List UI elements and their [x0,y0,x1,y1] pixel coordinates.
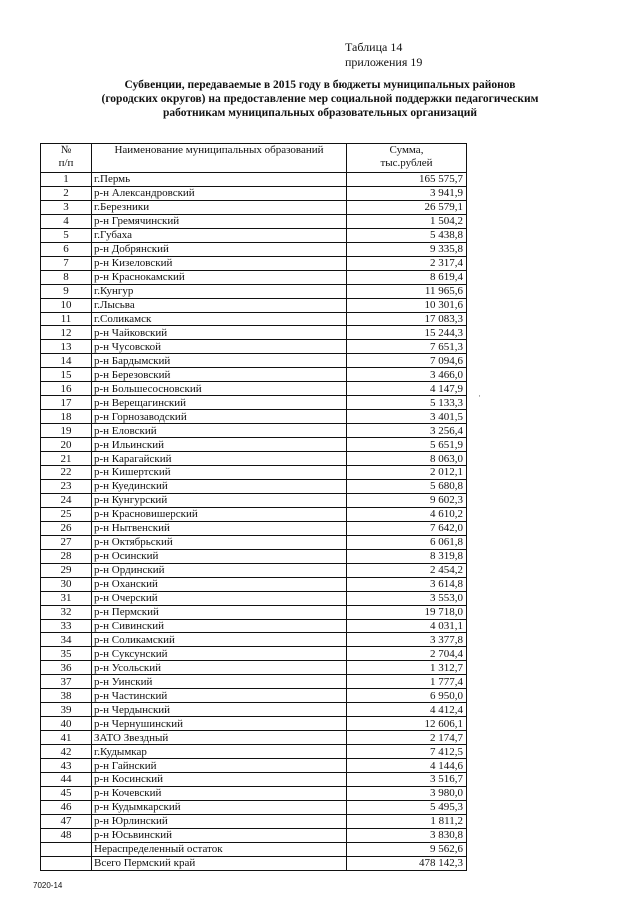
row-num: 37 [41,675,92,689]
table-row [41,759,467,773]
table-row [41,661,467,675]
row-sum: 1 811,2 [347,814,467,828]
row-sum: 26 579,1 [347,200,467,214]
row-num: 29 [41,563,92,577]
row-sum: 11 965,6 [347,284,467,298]
row-name: р-н Чердынский [92,703,347,717]
row-name: р-н Чайковский [92,326,347,340]
row-num: 12 [41,326,92,340]
row-num: 23 [41,479,92,493]
row-name: р-н Частинский [92,689,347,703]
row-name: р-н Пермский [92,605,347,619]
row-num: 32 [41,605,92,619]
row-sum: 1 312,7 [347,661,467,675]
row-name: р-н Косинский [92,772,347,786]
row-sum: 3 401,5 [347,410,467,424]
row-name: Нераспределенный остаток [92,842,347,856]
table-row [41,396,467,410]
table-row [41,410,467,424]
row-name: р-н Ординский [92,563,347,577]
row-sum: 2 174,7 [347,731,467,745]
row-name: р-н Краснокамский [92,270,347,284]
row-sum: 4 412,4 [347,703,467,717]
row-name: р-н Гремячинский [92,214,347,228]
row-sum: 4 144,6 [347,759,467,773]
row-sum: 9 335,8 [347,242,467,256]
row-num: 18 [41,410,92,424]
table-row [41,228,467,242]
row-name: р-н Добрянский [92,242,347,256]
row-name: р-н Октябрьский [92,535,347,549]
row-sum: 1 777,4 [347,675,467,689]
caption-line-2: приложения 19 [345,55,423,69]
row-num: 40 [41,717,92,731]
row-sum: 12 606,1 [347,717,467,731]
row-num: 33 [41,619,92,633]
row-sum: 3 980,0 [347,786,467,800]
row-sum: 2 012,1 [347,466,467,480]
table-row [41,577,467,591]
table-row [41,814,467,828]
row-name: р-н Горнозаводский [92,410,347,424]
row-sum: 6 950,0 [347,689,467,703]
header-num [41,144,92,173]
title-line-2: (городских округов) на предоставление мер социальной поддержки педагогическим [101,93,539,105]
table-row [41,466,467,480]
row-name: р-н Карагайский [92,452,347,466]
row-sum: 19 718,0 [347,605,467,619]
table-row [41,842,467,856]
row-name: р-н Сивинский [92,619,347,633]
table-row [41,731,467,745]
table-row [41,382,467,396]
row-sum: 7 642,0 [347,521,467,535]
row-name: р-н Бардымский [92,354,347,368]
row-sum: 3 516,7 [347,772,467,786]
row-name: р-н Кунгурский [92,493,347,507]
row-num: 24 [41,493,92,507]
row-num: 15 [41,368,92,382]
table-row [41,633,467,647]
row-sum: 5 651,9 [347,438,467,452]
row-name: г.Березники [92,200,347,214]
row-name: р-н Нытвенский [92,521,347,535]
row-sum: 2 317,4 [347,256,467,270]
table-row [41,326,467,340]
row-num: 47 [41,814,92,828]
row-sum: 3 256,4 [347,424,467,438]
row-name: р-н Большесосновский [92,382,347,396]
table-row [41,772,467,786]
table-row [41,828,467,842]
table-row [41,521,467,535]
row-name: р-н Кочевский [92,786,347,800]
row-name: г.Кунгур [92,284,347,298]
row-sum: 10 301,6 [347,298,467,312]
table-row [41,507,467,521]
row-num: 22 [41,466,92,480]
row-num: 6 [41,242,92,256]
row-num: 20 [41,438,92,452]
row-name: р-н Александровский [92,186,347,200]
table-row [41,368,467,382]
row-num: 10 [41,298,92,312]
table-row [41,675,467,689]
table-row [41,452,467,466]
table-row [41,703,467,717]
table-header-row [41,144,467,173]
row-num: 41 [41,731,92,745]
row-name: р-н Верещагинский [92,396,347,410]
row-sum: 3 553,0 [347,591,467,605]
row-sum: 6 061,8 [347,535,467,549]
row-num: 19 [41,424,92,438]
row-num: 21 [41,452,92,466]
table-body [41,173,467,871]
row-sum: 478 142,3 [347,856,467,870]
table-row [41,800,467,814]
table-row [41,284,467,298]
row-sum: 5 133,3 [347,396,467,410]
table-row [41,200,467,214]
row-num: 26 [41,521,92,535]
row-name: г.Губаха [92,228,347,242]
table-row [41,493,467,507]
table-row [41,186,467,200]
table-row [41,298,467,312]
row-name: г.Пермь [92,173,347,187]
row-num: 38 [41,689,92,703]
table-row [41,619,467,633]
table-row [41,479,467,493]
table-row [41,591,467,605]
table-row [41,438,467,452]
row-num: 28 [41,549,92,563]
header-name [92,144,347,173]
row-name: р-н Осинский [92,549,347,563]
row-sum: 9 562,6 [347,842,467,856]
row-num: 46 [41,800,92,814]
document-code: 7020-14 [33,881,63,890]
title-line-1: Субвенции, передаваемые в 2015 году в бюджеты муниципальных районов [124,79,516,91]
row-name: р-н Юрлинский [92,814,347,828]
row-num: 43 [41,759,92,773]
row-sum: 7 094,6 [347,354,467,368]
row-sum: 5 495,3 [347,800,467,814]
header-sum [347,144,467,173]
table-row [41,256,467,270]
row-sum: 3 614,8 [347,577,467,591]
row-name: р-н Гайнский [92,759,347,773]
table-row [41,242,467,256]
row-name: р-н Березовский [92,368,347,382]
row-sum: 8 063,0 [347,452,467,466]
row-num: 36 [41,661,92,675]
row-name: р-н Юсьвинский [92,828,347,842]
table-row [41,424,467,438]
row-num: 35 [41,647,92,661]
header-num-label: № п/п [58,144,74,169]
table-row [41,549,467,563]
row-num: 45 [41,786,92,800]
scan-speck: · [478,391,481,401]
row-name: р-н Соликамский [92,633,347,647]
row-num: 13 [41,340,92,354]
header-sum-label: Сумма, тыс.рублей [380,144,433,169]
row-num: 9 [41,284,92,298]
row-num: 11 [41,312,92,326]
row-num: 8 [41,270,92,284]
row-name: г.Лысьва [92,298,347,312]
row-sum: 7 412,5 [347,745,467,759]
row-sum: 4 031,1 [347,619,467,633]
row-name: ЗАТО Звездный [92,731,347,745]
row-name: р-н Еловский [92,424,347,438]
table-row [41,717,467,731]
row-name: р-н Куединский [92,479,347,493]
row-sum: 8 319,8 [347,549,467,563]
row-num: 16 [41,382,92,396]
row-sum: 4 147,9 [347,382,467,396]
row-name: р-н Кишертский [92,466,347,480]
row-num: 5 [41,228,92,242]
row-sum: 8 619,4 [347,270,467,284]
row-num: 3 [41,200,92,214]
row-num: 30 [41,577,92,591]
row-num: 7 [41,256,92,270]
row-name: р-н Чернушинский [92,717,347,731]
row-num: 25 [41,507,92,521]
row-name: р-н Усольский [92,661,347,675]
row-sum: 4 610,2 [347,507,467,521]
row-sum: 9 602,3 [347,493,467,507]
table-row [41,856,467,870]
row-name: р-н Кудымкарский [92,800,347,814]
row-sum: 3 377,8 [347,633,467,647]
row-name: р-н Уинский [92,675,347,689]
row-sum: 3 466,0 [347,368,467,382]
row-num: 4 [41,214,92,228]
table-row [41,173,467,187]
row-sum: 17 083,3 [347,312,467,326]
row-sum: 2 704,4 [347,647,467,661]
row-sum: 3 941,9 [347,186,467,200]
row-num: 39 [41,703,92,717]
row-num: 27 [41,535,92,549]
table-caption [345,40,422,70]
row-num [41,842,92,856]
row-name: р-н Чусовской [92,340,347,354]
subventions-table [40,143,467,871]
table-row [41,745,467,759]
row-name: р-н Суксунский [92,647,347,661]
table-row [41,535,467,549]
table-row [41,354,467,368]
row-num: 17 [41,396,92,410]
table-row [41,605,467,619]
table-row [41,647,467,661]
row-name: р-н Оханский [92,577,347,591]
row-num [41,856,92,870]
row-sum: 15 244,3 [347,326,467,340]
row-name: р-н Ильинский [92,438,347,452]
caption-line-1: Таблица 14 [345,40,403,54]
header-name-label: Наименование муниципальных образований [114,144,324,156]
title-line-3: работникам муниципальных образовательных организаций [163,107,477,119]
row-sum: 5 680,8 [347,479,467,493]
row-sum: 165 575,7 [347,173,467,187]
row-name: г.Кудымкар [92,745,347,759]
row-sum: 1 504,2 [347,214,467,228]
row-num: 14 [41,354,92,368]
row-sum: 3 830,8 [347,828,467,842]
row-num: 31 [41,591,92,605]
table-row [41,214,467,228]
row-num: 48 [41,828,92,842]
row-name: г.Соликамск [92,312,347,326]
table-row [41,786,467,800]
row-sum: 7 651,3 [347,340,467,354]
row-name: Всего Пермский край [92,856,347,870]
row-num: 44 [41,772,92,786]
row-num: 34 [41,633,92,647]
table-row [41,689,467,703]
table-row [41,340,467,354]
table-row [41,312,467,326]
document-title [0,78,640,120]
table-row [41,270,467,284]
row-name: р-н Кизеловский [92,256,347,270]
row-name: р-н Очерский [92,591,347,605]
row-name: р-н Красновишерский [92,507,347,521]
row-num: 42 [41,745,92,759]
table-row [41,563,467,577]
row-sum: 5 438,8 [347,228,467,242]
row-num: 1 [41,173,92,187]
row-sum: 2 454,2 [347,563,467,577]
row-num: 2 [41,186,92,200]
